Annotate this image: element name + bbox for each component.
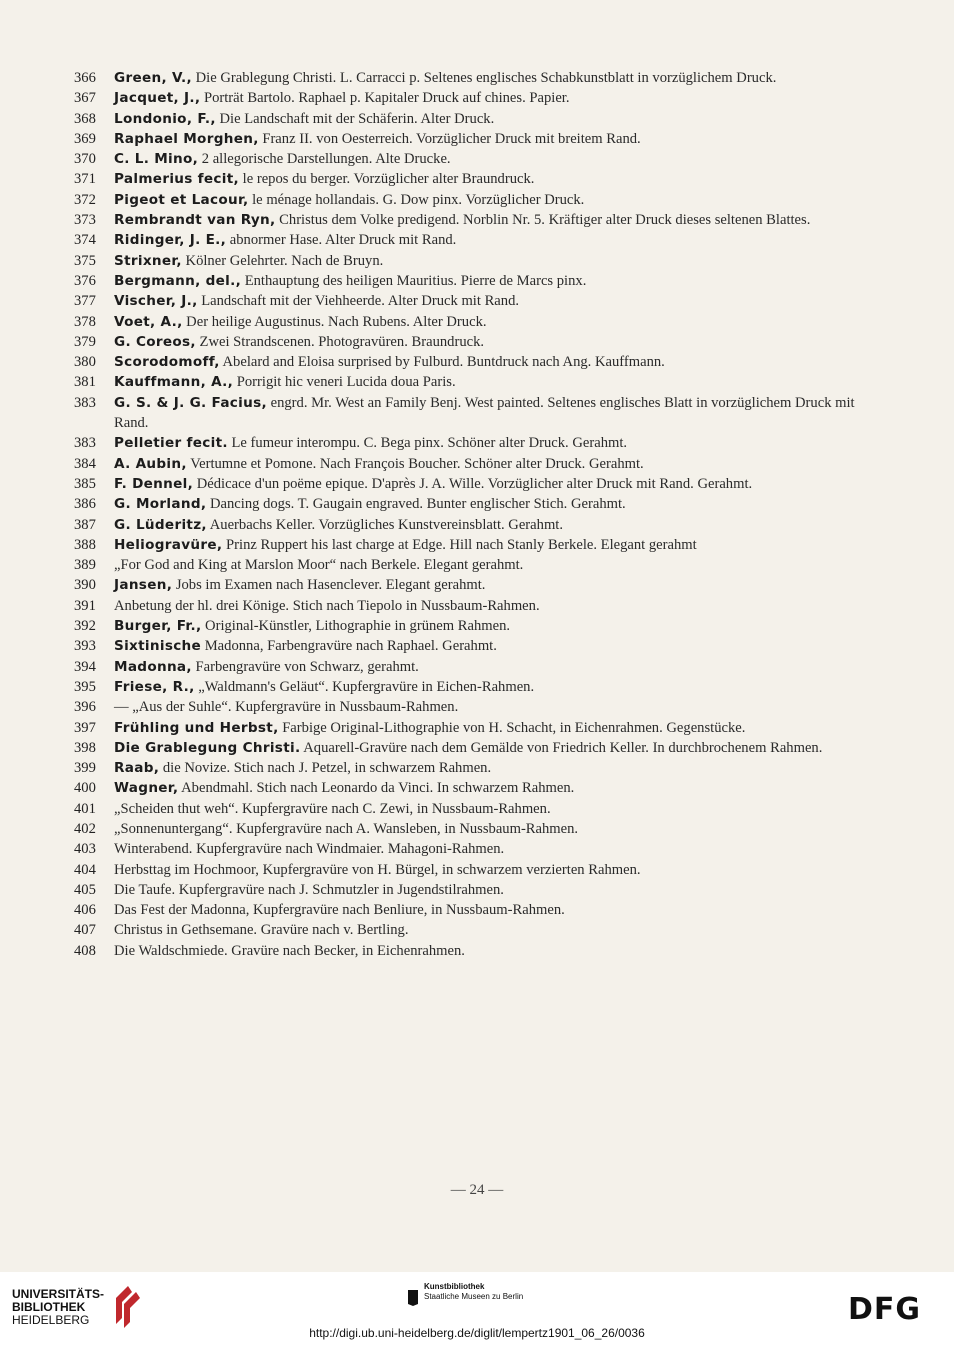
entry-artist: Wagner,	[114, 780, 179, 797]
entry-number: 381	[74, 374, 96, 391]
entry-number: 396	[74, 699, 96, 716]
entry-number: 406	[74, 902, 96, 919]
entry-artist: Green, V.,	[114, 70, 192, 86]
kb-line-1: Kunstbibliothek	[424, 1282, 485, 1291]
catalog-entry	[74, 352, 868, 372]
entry-description: „For God and King at Marslon Moor“ nach Berkele. Elegant gerahmt.	[114, 557, 524, 574]
entry-artist: Sixtinische	[114, 638, 202, 655]
entry-description: Franz II. von Oesterreich. Vorzüglicher Druck mit breitem Rand.	[258, 130, 641, 147]
entry-artist: Frühling und Herbst,	[114, 719, 279, 736]
entry-description: Farbengravüre von Schwarz, gerahmt.	[191, 658, 419, 675]
catalog-entry	[74, 109, 868, 129]
entry-number: 384	[74, 455, 96, 472]
entry-description: die Novize. Stich nach J. Petzel, in schwarzem Rahmen.	[159, 760, 492, 777]
entry-number: 398	[74, 739, 96, 756]
catalog-entry	[74, 515, 868, 535]
entry-number: 367	[74, 90, 96, 107]
entry-number: 387	[74, 516, 96, 533]
entry-number: 403	[74, 841, 96, 858]
entry-number: 390	[74, 577, 96, 594]
catalog-entry	[74, 738, 868, 758]
entry-list	[74, 68, 868, 961]
entry-number: 366	[74, 70, 96, 86]
entry-description: Christus in Gethsemane. Gravüre nach v. Bertling.	[114, 922, 409, 939]
catalog-entry	[74, 271, 868, 291]
entry-number: 372	[74, 191, 96, 208]
entry-number: 376	[74, 272, 96, 289]
entry-description: 2 allegorische Darstellungen. Alte Drucke.	[198, 151, 451, 168]
entry-number: 380	[74, 354, 96, 371]
entry-number: 399	[74, 760, 96, 777]
footer-bar	[0, 1272, 954, 1345]
entry-description: engrd. Mr. West an Family Benj. West painted. Seltenes englisches Blatt in vorzüglichem Druck mit Rand.	[114, 394, 855, 432]
entry-number: 404	[74, 861, 96, 878]
entry-description: Le fumeur interompu. C. Bega pinx. Schöner alter Druck. Gerahmt.	[227, 435, 628, 452]
entry-number: 388	[74, 536, 96, 553]
entry-number: 407	[74, 922, 96, 939]
catalog-entry	[74, 88, 868, 108]
entry-description: Dancing dogs. T. Gaugain engraved. Bunter englischer Stich. Gerahmt.	[206, 496, 626, 513]
catalog-entry	[74, 169, 868, 189]
entry-artist: Rembrandt van Ryn,	[114, 212, 276, 229]
entry-number: 393	[74, 638, 96, 655]
entry-number: 370	[74, 151, 96, 168]
permalink-url[interactable]: http://digi.ub.uni-heidelberg.de/diglit/lempertz1901_06_26/0036	[309, 1326, 645, 1340]
entry-number: 377	[74, 293, 96, 310]
entry-description: Original-Künstler, Lithographie in grünem Rahmen.	[201, 618, 511, 635]
entry-number: 368	[74, 110, 96, 127]
entry-description: Die Taufe. Kupfergravüre nach J. Schmutzler in Jugendstilrahmen.	[114, 881, 504, 898]
entry-number: 400	[74, 780, 96, 797]
entry-artist: F. Dennel,	[114, 475, 194, 492]
entry-artist: Raab,	[114, 760, 160, 777]
entry-description: abnormer Hase. Alter Druck mit Rand.	[226, 232, 457, 249]
entry-artist: Raphael Morghen,	[114, 130, 259, 147]
catalog-entry	[74, 372, 868, 392]
entry-number: 392	[74, 618, 96, 635]
entry-artist: G. S. & J. G. Facius,	[114, 394, 267, 411]
catalog-entry	[74, 941, 868, 961]
entry-number: 395	[74, 678, 96, 695]
entry-artist: Vischer, J.,	[114, 293, 198, 310]
catalog-entry	[74, 291, 868, 311]
entry-artist: Bergmann, del.,	[114, 272, 242, 289]
catalog-entry	[74, 149, 868, 169]
entry-description: Porrigit hic veneri Lucida doua Paris.	[233, 374, 456, 391]
catalog-entry	[74, 799, 868, 819]
page-number: — 24 —	[450, 1182, 504, 1198]
entry-description: Zwei Strandscenen. Photogravüren. Braundruck.	[195, 333, 485, 350]
entry-artist: Londonio, F.,	[114, 110, 216, 127]
entry-artist: Heliogravüre,	[114, 536, 223, 553]
entry-description: Abendmahl. Stich nach Leonardo da Vinci. In schwarzem Rahmen.	[178, 780, 575, 797]
catalog-entry	[74, 778, 868, 798]
entry-description: Christus dem Volke predigend. Norblin Nr. 5. Kräftiger alter Druck dieses seltenen Blattes.	[275, 212, 811, 229]
entry-artist: A. Aubin,	[114, 455, 187, 472]
entry-artist: Pelletier fecit.	[114, 435, 228, 452]
catalog-entry	[74, 596, 868, 616]
entry-description: — „Aus der Suhle“. Kupfergravüre in Nussbaum-Rahmen.	[114, 699, 459, 716]
entry-description: „Waldmann's Geläut“. Kupfergravüre in Eichen-Rahmen.	[194, 678, 535, 695]
catalog-entry	[74, 210, 868, 230]
entry-description: Herbsttag im Hochmoor, Kupfergravüre von H. Bürgel, in schwarzem verzierten Rahmen.	[114, 861, 641, 878]
entry-description: Porträt Bartolo. Raphael p. Kapitaler Druck auf chines. Papier.	[200, 90, 570, 107]
catalog-entry	[74, 616, 868, 636]
entry-artist: Strixner,	[114, 252, 182, 269]
entry-artist: Friese, R.,	[114, 678, 195, 695]
catalog-entry	[74, 555, 868, 575]
entry-description: Die Landschaft mit der Schäferin. Alter Druck.	[215, 110, 495, 127]
entry-description: Anbetung der hl. drei Könige. Stich nach Tiepolo in Nussbaum-Rahmen.	[114, 597, 540, 614]
catalog-entry	[74, 920, 868, 940]
entry-artist: Jansen,	[114, 577, 173, 594]
catalog-entry	[74, 677, 868, 697]
catalog-entry	[74, 312, 868, 332]
catalog-entry	[74, 535, 868, 555]
entry-description: Madonna, Farbengravüre nach Raphael. Gerahmt.	[201, 638, 497, 655]
entry-number: 383	[74, 435, 96, 452]
entry-number: 374	[74, 232, 96, 249]
entry-description: Die Grablegung Christi. L. Carracci p. Seltenes englisches Schabkunstblatt in vorzüglichem Druck.	[191, 70, 777, 86]
entry-artist: Pigeot et Lacour,	[114, 191, 249, 208]
catalog-entry	[74, 129, 868, 149]
ub-line-3: HEIDELBERG	[12, 1313, 90, 1327]
entry-artist: Jacquet, J.,	[114, 90, 201, 107]
dfg-logo[interactable]: DFG	[848, 1292, 922, 1327]
entry-description: Abelard and Eloisa surprised by Fulburd. Buntdruck nach Ang. Kauffmann.	[219, 354, 665, 371]
entry-artist: Ridinger, J. E.,	[114, 232, 227, 249]
entry-artist: G. Morland,	[114, 496, 207, 513]
entry-description: Enthauptung des heiligen Mauritius. Pierre de Marcs pinx.	[241, 272, 587, 289]
entry-number: 378	[74, 313, 96, 330]
entry-description: Prinz Ruppert his last charge at Edge. Hill nach Stanly Berkele. Elegant gerahmt	[222, 536, 697, 553]
catalog-entry	[74, 880, 868, 900]
entry-number: 379	[74, 333, 96, 350]
entry-number: 383	[74, 394, 96, 411]
kunstbibliothek-icon	[406, 1290, 420, 1306]
catalog-entry	[74, 575, 868, 595]
entry-description: Das Fest der Madonna, Kupfergravüre nach Benliure, in Nussbaum-Rahmen.	[114, 902, 565, 919]
ub-line-1: UNIVERSITÄTS-	[12, 1287, 105, 1301]
catalog-entry	[74, 454, 868, 474]
catalog-entry	[74, 190, 868, 210]
catalog-entry	[74, 819, 868, 839]
entry-artist: G. Coreos,	[114, 333, 196, 350]
catalog-entry	[74, 839, 868, 859]
entry-description: Kölner Gelehrter. Nach de Bruyn.	[181, 252, 384, 269]
entry-artist: Madonna,	[114, 658, 192, 675]
entry-description: Der heilige Augustinus. Nach Rubens. Alter Druck.	[182, 313, 487, 330]
entry-description: Landschaft mit der Viehheerde. Alter Druck mit Rand.	[197, 293, 520, 310]
entry-artist: Scorodomoff,	[114, 354, 220, 371]
entry-number: 369	[74, 130, 96, 147]
catalog-entry	[74, 474, 868, 494]
catalog-entry	[74, 393, 868, 434]
entry-number: 385	[74, 475, 96, 492]
entry-description: Dédicace d'un poëme epique. D'après J. A. Wille. Vorzüglicher alter Druck mit Rand. Gerahmt.	[193, 475, 753, 492]
catalog-entry	[74, 230, 868, 250]
entry-artist: Palmerius fecit,	[114, 171, 239, 188]
entry-number: 391	[74, 597, 96, 614]
entry-number: 402	[74, 820, 96, 837]
entry-description: „Sonnenuntergang“. Kupfergravüre nach A. Wansleben, in Nussbaum-Rahmen.	[114, 820, 579, 837]
entry-number: 408	[74, 942, 96, 959]
entry-description: le repos du berger. Vorzüglicher alter Braundruck.	[239, 171, 535, 188]
catalog-entry	[74, 332, 868, 352]
entry-description: Winterabend. Kupfergravüre nach Windmaier. Mahagoni-Rahmen.	[114, 841, 505, 858]
catalog-entry	[74, 718, 868, 738]
entry-description: Jobs im Examen nach Hasenclever. Elegant gerahmt.	[172, 577, 486, 594]
catalog-entry	[74, 68, 868, 88]
entry-description: Die Waldschmiede. Gravüre nach Becker, in Eichenrahmen.	[114, 942, 465, 959]
entry-description: Auerbachs Keller. Vorzügliches Kunstvereinsblatt. Gerahmt.	[206, 516, 563, 533]
catalog-entry	[74, 900, 868, 920]
entry-number: 401	[74, 800, 96, 817]
entry-number: 373	[74, 212, 96, 229]
entry-artist: Die Grablegung Christi.	[114, 739, 301, 756]
ub-emblem-icon	[108, 1284, 142, 1330]
entry-number: 386	[74, 496, 96, 513]
entry-description: „Scheiden thut weh“. Kupfergravüre nach C. Zewi, in Nussbaum-Rahmen.	[114, 800, 551, 817]
entry-description: Vertumne et Pomone. Nach François Boucher. Schöner alter Druck. Gerahmt.	[186, 455, 644, 472]
kb-line-2: Staatliche Museen zu Berlin	[424, 1292, 524, 1301]
entry-number: 397	[74, 719, 96, 736]
entry-artist: Kauffmann, A.,	[114, 374, 234, 391]
entry-number: 371	[74, 171, 96, 188]
catalog-entry	[74, 636, 868, 656]
catalog-entry	[74, 251, 868, 271]
entry-artist: Voet, A.,	[114, 313, 183, 330]
catalog-entry	[74, 697, 868, 717]
catalog-entry	[74, 494, 868, 514]
catalog-entry	[74, 860, 868, 880]
entry-number: 394	[74, 658, 96, 675]
ub-line-2: BIBLIOTHEK	[12, 1300, 86, 1314]
entry-description: le ménage hollandais. G. Dow pinx. Vorzüglicher Druck.	[248, 191, 585, 208]
entry-number: 389	[74, 557, 96, 574]
entry-description: Farbige Original-Lithographie von H. Schacht, in Eichenrahmen. Gegenstücke.	[278, 719, 746, 736]
catalog-entry	[74, 657, 868, 677]
entry-description: Aquarell-Gravüre nach dem Gemälde von Friedrich Keller. In durchbrochenem Rahmen.	[300, 739, 823, 756]
catalog-entry	[74, 758, 868, 778]
entry-number: 375	[74, 252, 96, 269]
catalog-entry	[74, 433, 868, 453]
entry-number: 405	[74, 881, 96, 898]
entry-artist: C. L. Mino,	[114, 151, 199, 168]
entry-artist: G. Lüderitz,	[114, 516, 207, 533]
entry-artist: Burger, Fr.,	[114, 618, 202, 635]
